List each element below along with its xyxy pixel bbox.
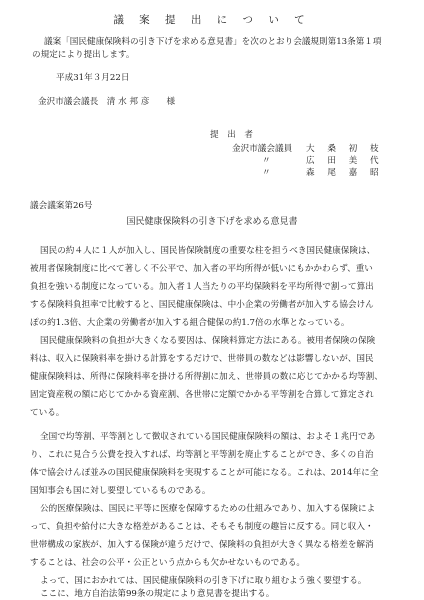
submitter-name-1: 大 桑 初 枝 [306,144,384,154]
body-line: って、負担や給付に大きな格差があることは、そもそも制度の趣旨に反する。同じ収入・ [30,522,374,532]
body-line: 国民健康保険料の負担が大きくなる要因は、保険料算定方法にある。被用者保険の保険 [40,336,376,346]
body-line: 被用者保険制度に比べて著しく不公平で、加入者の平均所得が低いにもかかわらず、重い [30,264,373,274]
body-line: することは、社会の公平・公正という点からも欠かせないものである。 [30,558,306,568]
body-line: 国民の約４人に１人が加入し、国民皆保険制度の重要な柱を担うべき国民健康保険は、 [40,246,376,256]
page-title: 議 案 提 出 に つ い て [113,14,311,26]
body-line: ぽの約1.3倍、大企業の労働者が加入する組合健保の約1.7倍の水準となっている。 [30,318,350,328]
submitter-role-1: 金沢市議会議員 [232,144,293,154]
submitter-name-3: 森 尾 嘉 昭 [306,168,384,178]
addressee: 金沢市議会議長 清 水 邦 彦 様 [38,97,176,107]
submitter-name-2: 広 田 美 代 [306,156,384,166]
body-line: 公的医療保険は、国民に平等に医療を保障するための仕組みであり、加入する保険によ [40,504,376,514]
body-line: り、これに見合う公費を投入すれば、均等割と平等割を廃止することができ、多くの自治 [30,450,374,460]
body-line: 負担を強いる制度になっている。加入者１人当たりの平均保険料を平均所得で割って算出 [30,282,374,292]
submission-date: 平成31年３月22日 [56,73,130,83]
body-line: 健康保険料は、所得に保険料率を掛ける所得割に加え、世帯員の数に応じてかかる均等割、 [30,372,383,382]
body-line: 体で協会けんぽ並みの国民健康保険料を実現することが可能になる。これは、2014年に全 [30,468,379,478]
bill-number: 議会議案第26号 [30,201,93,211]
body-line: 世帯構成の家族が、加入する保険が違うだけで、保険料の負担が大きく異なる格差を解消 [30,540,374,550]
body-line: 全国で均等割、平等割として徴収されている国民健康保険料の額は、およそ１兆円であ [40,432,376,442]
body-line: よって、国におかれては、国民健康保険料の引き下げに取り組むよう強く要望する。 [40,576,367,586]
body-line: 国知事会も国に対し要望しているものである。 [30,486,211,496]
body-line: 固定資産税の額に応じてかかる資産割、各世帯に定額でかかる平等割を合算して算定され [30,390,374,400]
bill-title: 国民健康保険料の引き下げを求める意見書 [126,217,298,227]
body-line: ここに、地方自治法第99条の規定により意見書を提出する。 [40,589,275,599]
body-line: 料は、収入に保険料率を掛ける計算をするだけで、世帯員の数などは影響しないが、国民 [30,354,374,364]
intro-line-2: の規定により提出します。 [32,50,135,60]
submitters-heading: 提 出 者 [210,130,253,140]
body-line: ている。 [30,408,65,418]
submitter-role-2: 〃 [262,156,271,166]
submitter-role-3: 〃 [262,168,271,178]
body-line: する保険料負担率で比較すると、国民健康保険は、中小企業の労働者が加入する協会けん [30,300,374,310]
intro-line-1: 議案「国民健康保険料の引き下げを求める意見書」を次のとおり会議規則第13条第１項 [44,37,382,47]
